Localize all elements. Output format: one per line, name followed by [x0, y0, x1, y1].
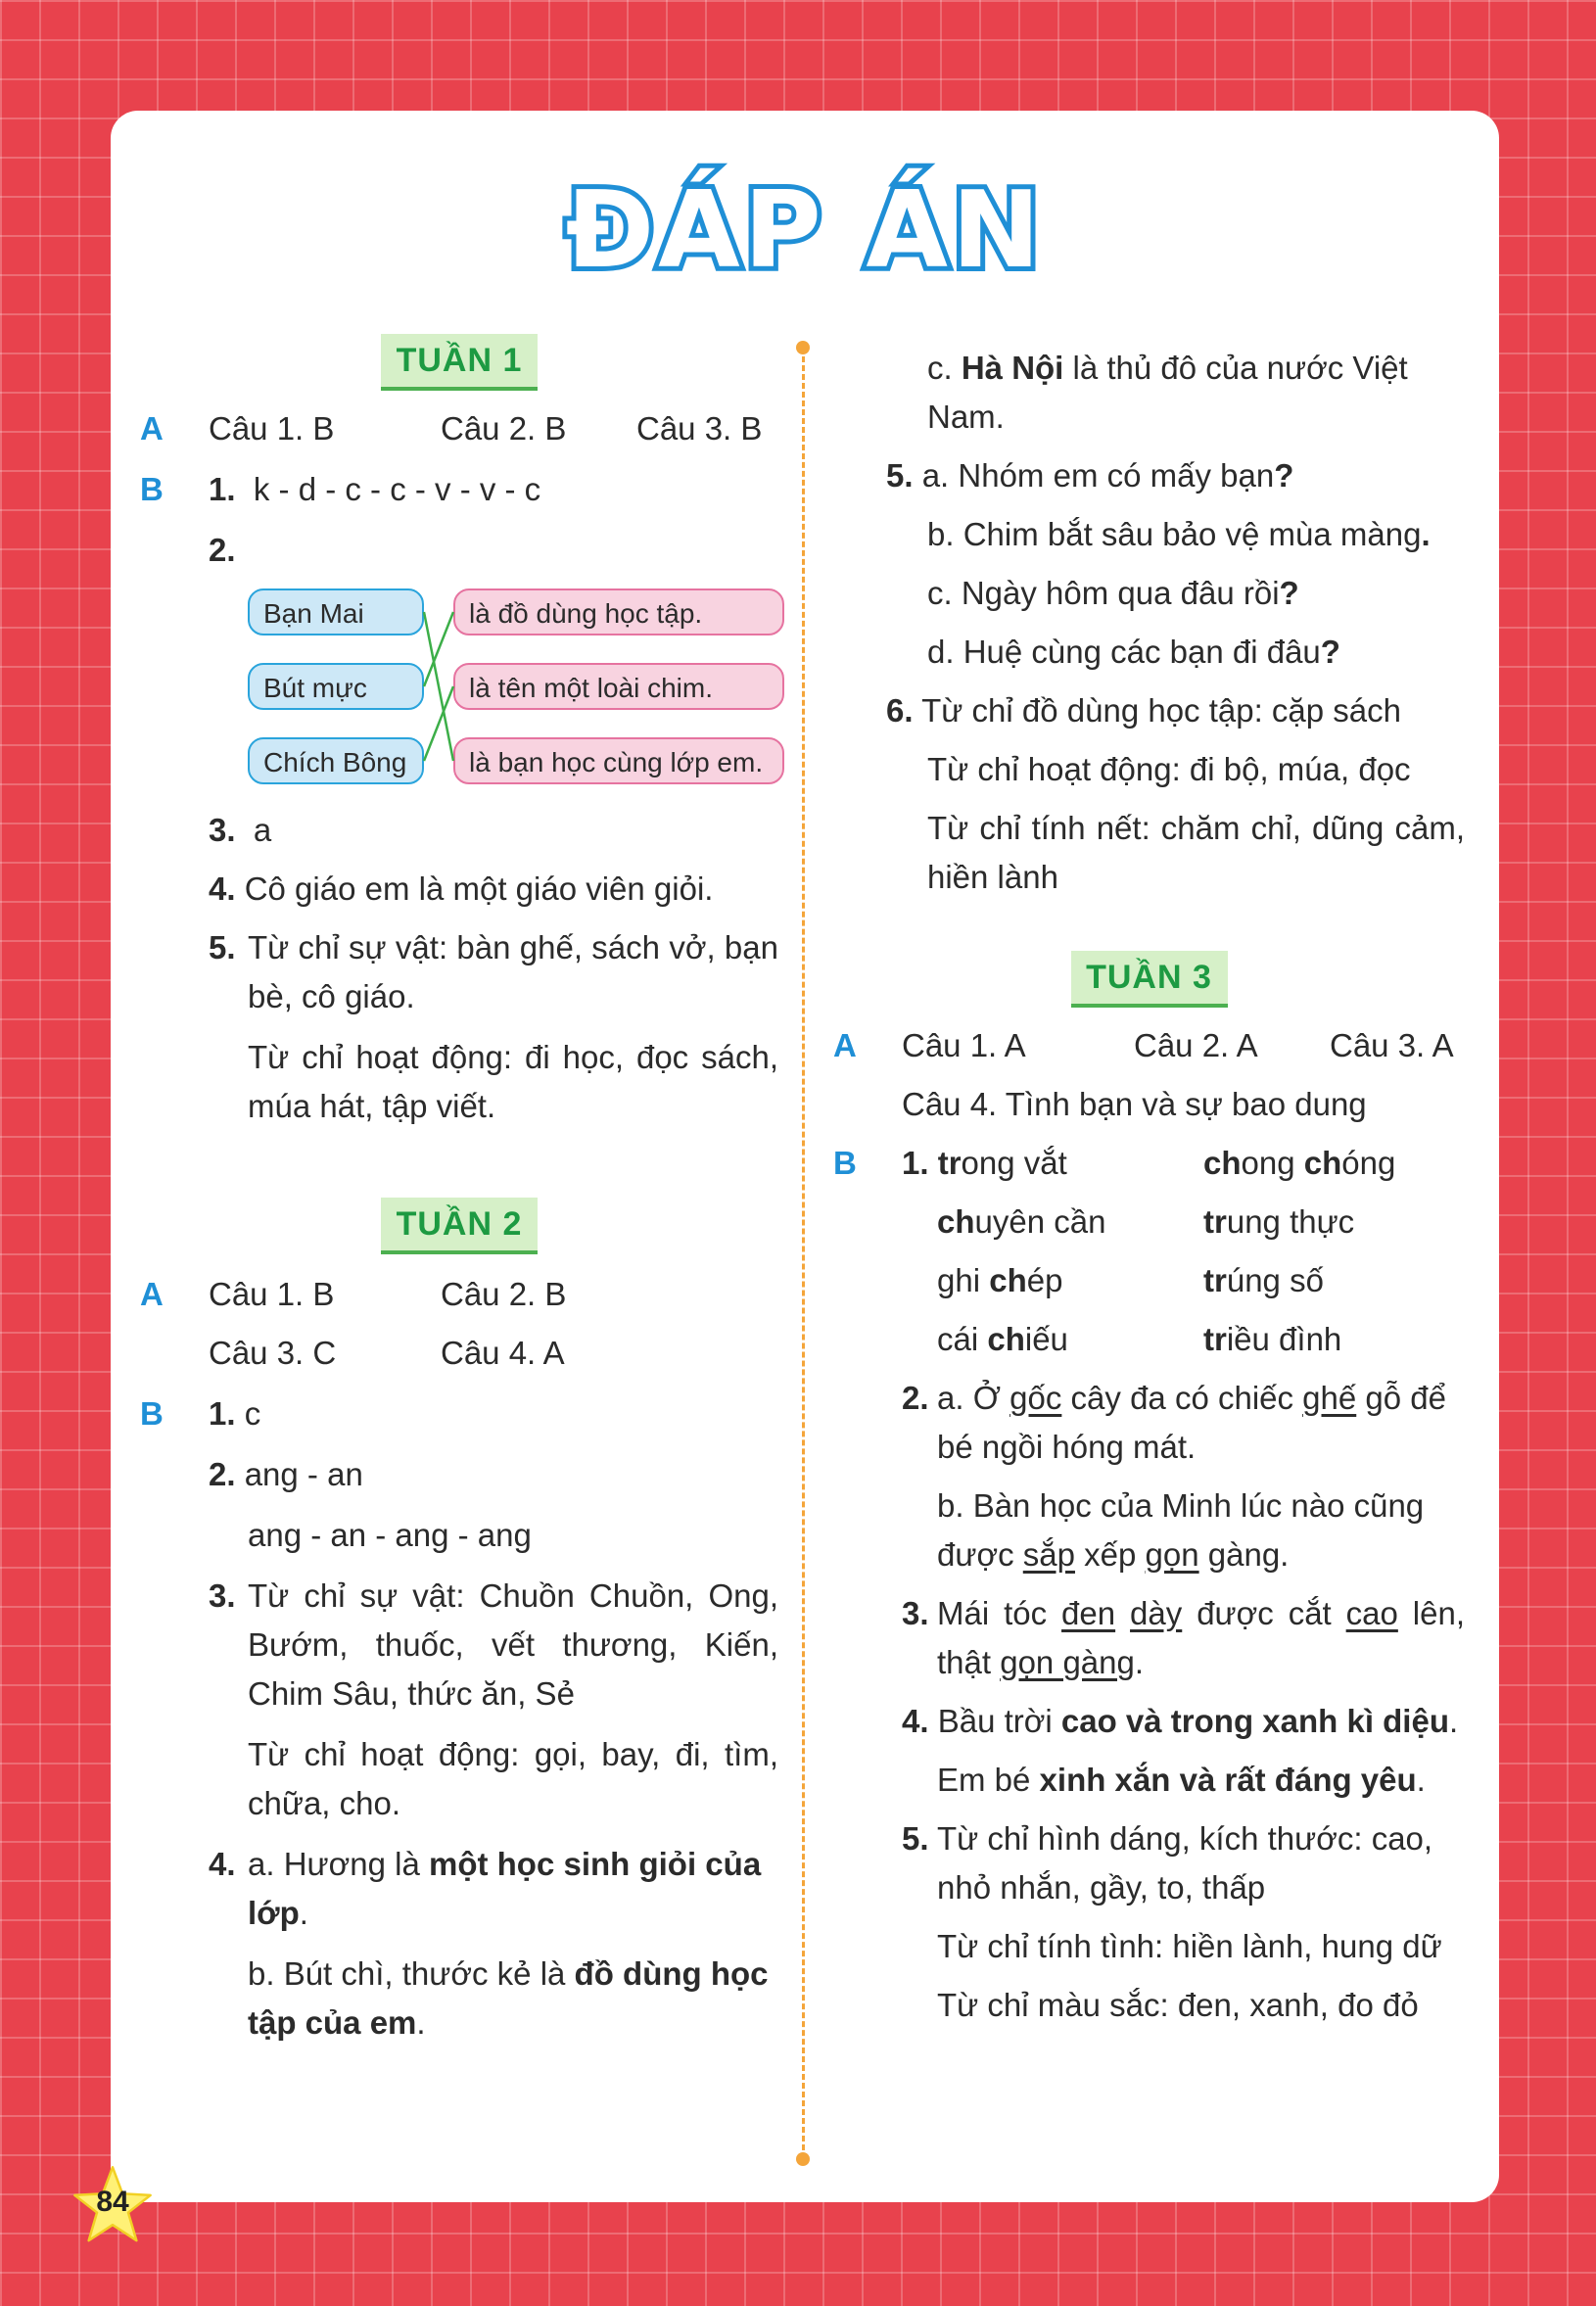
page-number: 84	[96, 2186, 129, 2218]
word-item: 1. trong vắt	[902, 1145, 1067, 1181]
word-item: trúng số	[1203, 1262, 1324, 1298]
answer-item: Câu 2. A	[1134, 1027, 1258, 1063]
word-item: chuyên cần	[937, 1203, 1106, 1240]
answer-line: 3.	[209, 1577, 236, 1614]
answer-line: 4. Bầu trời cao và trong xanh kì diệu.	[902, 1703, 1459, 1739]
answer-line: 5. a. Nhóm em có mấy bạn?	[886, 457, 1294, 494]
week3-heading: TUẦN 3	[1071, 951, 1228, 1008]
answer-line: Từ chỉ hoạt động: đi bộ, múa, đọc	[927, 751, 1411, 787]
match-right-box: là tên một loài chim.	[453, 663, 784, 710]
word-item: ghi chép	[937, 1262, 1063, 1298]
column-divider	[802, 348, 805, 2159]
answer-line: Từ chỉ hoạt động: đi học, đọc sách, múa hát, tập viết.	[248, 1039, 778, 1124]
answer-line: Mái tóc đen dày được cắt cao lên, thật gọn gàng.	[937, 1595, 1465, 1680]
page-title: ĐÁP ÁN	[565, 169, 1045, 292]
answer-line: Từ chỉ hoạt động: gọi, bay, đi, tìm, chữa, cho.	[248, 1736, 778, 1821]
answer-item: Câu 4. A	[441, 1335, 565, 1371]
week1-section-a	[140, 404, 778, 453]
answer-line: Từ chỉ sự vật: Chuồn Chuồn, Ong, Bướm, thuốc, vết thương, Kiến, Chim Sâu, thức ăn, Sẻ	[248, 1577, 778, 1712]
answer-line: b. Bàn học của Minh lúc nào cũng được sắp xếp gọn gàng.	[937, 1487, 1425, 1573]
answer-line: 1. k - d - c - c - v - v - c	[209, 471, 541, 507]
answer-line: 4.	[209, 1846, 236, 1882]
answer-item: Câu 3. B	[636, 410, 763, 447]
section-a-marker: A	[833, 1027, 857, 1063]
answer-line: Từ chỉ tính nết: chăm chỉ, dũng cảm, hiền lành	[927, 810, 1465, 895]
section-b-marker: B	[833, 1145, 857, 1181]
answer-item: Câu 2. B	[441, 410, 567, 447]
match-left-box: Chích Bông	[248, 737, 424, 784]
answer-line: Từ chỉ hình dáng, kích thước: cao, nhỏ nhắn, gầy, to, thấp	[937, 1820, 1433, 1906]
week1-heading: TUẦN 1	[381, 334, 538, 391]
answer-line: ang - an - ang - ang	[248, 1517, 532, 1553]
answer-line: b. Bút chì, thước kẻ là đồ dùng học tập của em.	[248, 1955, 769, 2041]
answer-line: 6. Từ chỉ đồ dùng học tập: cặp sách	[886, 692, 1402, 729]
answer-line: b. Chim bắt sâu bảo vệ mùa màng.	[927, 516, 1431, 552]
answer-line: 4. Cô giáo em là một giáo viên giỏi.	[209, 871, 714, 907]
match-lines	[248, 587, 796, 792]
match-right-box: là đồ dùng học tập.	[453, 588, 784, 635]
answer-line: 5.	[209, 929, 236, 965]
match-left-box: Bạn Mai	[248, 588, 424, 635]
answer-line: a. Ở gốc cây đa có chiếc ghế gỗ để bé ngồi hóng mát.	[937, 1380, 1446, 1465]
answer-item: Câu 3. C	[209, 1335, 337, 1371]
match-left-box: Bút mực	[248, 663, 424, 710]
answer-item: Câu 1. B	[209, 1276, 335, 1312]
week2-section-b	[140, 1389, 778, 2047]
section-a-marker: A	[140, 410, 164, 447]
week2-section-a	[140, 1270, 778, 1378]
divider-dot-top	[796, 341, 810, 354]
answer-line: Em bé xinh xắn và rất đáng yêu.	[937, 1762, 1426, 1798]
section-a-marker: A	[140, 1276, 164, 1312]
answer-line: d. Huệ cùng các bạn đi đâu?	[927, 634, 1340, 670]
answer-line: 2.	[209, 532, 236, 568]
answer-line: a. Hương là một học sinh giỏi của lớp.	[248, 1846, 762, 1931]
answer-line: c. Ngày hôm qua đâu rồi?	[927, 575, 1299, 611]
matching-diagram	[248, 587, 778, 792]
left-column	[140, 334, 778, 2047]
section-b-marker: B	[140, 471, 164, 507]
answer-line: 5.	[902, 1820, 929, 1857]
word-item: trung thực	[1203, 1203, 1355, 1240]
answer-line: 3. a	[209, 812, 272, 848]
answer-item: Câu 2. B	[441, 1276, 567, 1312]
week3-section-a	[833, 1021, 1465, 1129]
answer-line: 2. ang - an	[209, 1456, 363, 1492]
answer-line: Từ chỉ sự vật: bàn ghế, sách vở, bạn bè, cô giáo.	[248, 929, 778, 1014]
answer-line: c. Hà Nội là thủ đô của nước Việt Nam.	[927, 350, 1408, 435]
answer-line: 1. c	[209, 1395, 261, 1432]
word-grid	[902, 1139, 1465, 1364]
week3-section-b	[833, 1139, 1465, 2030]
week2-heading: TUẦN 2	[381, 1198, 538, 1254]
answer-item: Câu 3. A	[1330, 1027, 1454, 1063]
week1-section-b	[140, 465, 778, 1131]
answer-line: 2.	[902, 1380, 929, 1416]
answer-line: Từ chỉ tính tình: hiền lành, hung dữ	[937, 1928, 1442, 1964]
right-column	[833, 344, 1465, 2030]
divider-dot-bottom	[796, 2152, 810, 2166]
answer-item: Câu 1. A	[902, 1027, 1026, 1063]
answer-item: Câu 1. B	[209, 410, 335, 447]
word-item: triều đình	[1203, 1321, 1342, 1357]
answer-line: Từ chỉ màu sắc: đen, xanh, đo đỏ	[937, 1987, 1419, 2023]
answer-card	[111, 111, 1499, 2202]
answer-line: 3.	[902, 1595, 929, 1631]
section-b-marker: B	[140, 1395, 164, 1432]
answer-line: Câu 4. Tình bạn và sự bao dung	[902, 1086, 1367, 1122]
week2-continued	[833, 344, 1465, 902]
match-right-box: là bạn học cùng lớp em.	[453, 737, 784, 784]
word-item: chong chóng	[1203, 1145, 1396, 1181]
word-item: cái chiếu	[937, 1321, 1068, 1357]
